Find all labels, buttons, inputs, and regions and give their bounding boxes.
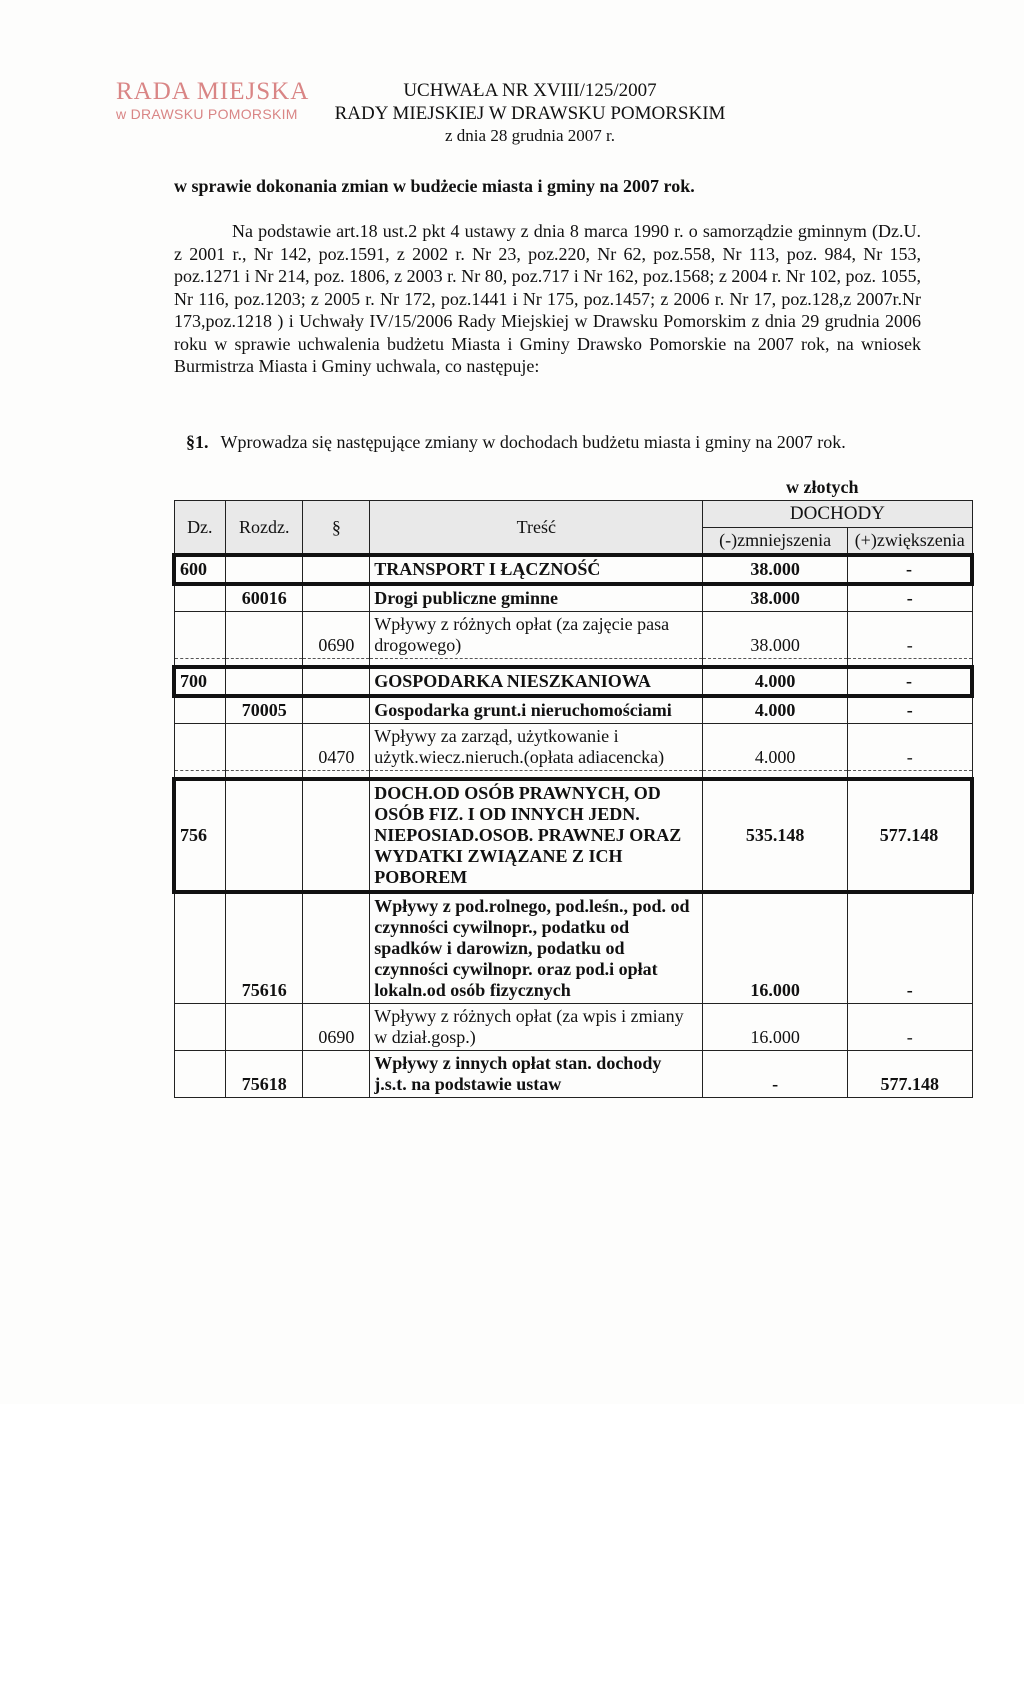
- cell-tresc: Drogi publiczne gminne: [370, 584, 703, 612]
- table-row: [174, 612, 972, 659]
- cell-rozdz: 70005: [226, 696, 303, 724]
- cell-dz: [174, 892, 226, 1004]
- spacer-cell: [847, 659, 972, 668]
- header-rozdz: Rozdz.: [226, 501, 303, 556]
- cell-dz: [174, 584, 226, 612]
- cell-tresc: Wpływy z różnych opłat (za zajęcie pasa drogowego): [370, 612, 703, 659]
- table-row: [174, 779, 972, 892]
- cell-increase: -: [847, 696, 972, 724]
- cell-decrease: 535.148: [703, 779, 848, 892]
- cell-tresc: Wpływy z innych opłat stan. dochody j.s.t. na podstawie ustaw: [370, 1051, 703, 1098]
- budget-table-body: [174, 555, 972, 1098]
- cell-dz: [174, 1051, 226, 1098]
- row-spacer: [174, 771, 972, 780]
- cell-increase: -: [847, 724, 972, 771]
- cell-rozdz: [226, 779, 303, 892]
- spacer-cell: [226, 771, 303, 780]
- cell-paragraph: [303, 696, 370, 724]
- cell-rozdz: 75618: [226, 1051, 303, 1098]
- paragraph-1: [186, 432, 846, 453]
- cell-decrease: 4.000: [703, 696, 848, 724]
- spacer-cell: [303, 771, 370, 780]
- cell-decrease: -: [703, 1051, 848, 1098]
- cell-increase: -: [847, 584, 972, 612]
- cell-increase: -: [847, 667, 972, 696]
- cell-rozdz: [226, 1004, 303, 1051]
- spacer-cell: [174, 771, 226, 780]
- cell-dz: [174, 696, 226, 724]
- cell-dz: [174, 612, 226, 659]
- cell-tresc: Wpływy za zarząd, użytkowanie i użytk.wiecz.nieruch.(opłata adiacencka): [370, 724, 703, 771]
- table-row: [174, 724, 972, 771]
- spacer-cell: [703, 771, 848, 780]
- header-dochody: DOCHODY: [703, 501, 972, 528]
- legal-basis-text: Na podstawie art.18 ust.2 pkt 4 ustawy z dnia 8 marca 1990 r. o samorządzie gminnym (Dz.U. z 2001 r., Nr 142, poz.1591, z 2002 r. Nr 23, poz.220, Nr 62, poz.558, Nr 113, poz. 984, Nr 153, poz.1271 i Nr 214, poz. 1806, z 2003 r. Nr 80, poz.717 i Nr 162, poz.1568; z 2004 r. Nr 102, poz. 1055, Nr 116, poz.1203; z 2005 r. Nr 172, poz.1441 i Nr 175, poz.1457; z 2006 r. Nr 17, poz.128,z 2007r.Nr 173,poz.1218 ) i Uchwały IV/15/2006 Rady Miejskiej w Drawsku Pomorskim z dnia 29 grudnia 2006 roku w sprawie uchwalenia budżetu Miasta i Gminy Drawsko Pomorskie na 2007 rok, na wniosek Burmistrza Miasta i Gminy uchwala, co następuje:: [174, 221, 921, 376]
- cell-decrease: 38.000: [703, 555, 848, 584]
- council-logo: [116, 78, 309, 122]
- blank-margin: [0, 1404, 1024, 1687]
- spacer-cell: [370, 771, 703, 780]
- logo-line-1: RADA MIEJSKA: [116, 78, 310, 105]
- cell-increase: -: [847, 612, 972, 659]
- cell-paragraph: [303, 584, 370, 612]
- budget-table: [172, 500, 974, 1098]
- cell-tresc: Gospodarka grunt.i nieruchomościami: [370, 696, 703, 724]
- resolution-subject: w sprawie dokonania zmian w budżecie miasta i gminy na 2007 rok.: [174, 176, 695, 196]
- header-dz: Dz.: [174, 501, 226, 556]
- cell-increase: -: [847, 892, 972, 1004]
- header-paragraph: §: [303, 501, 370, 556]
- table-row: [174, 667, 972, 696]
- paragraph-1-number: §1.: [186, 432, 209, 452]
- cell-rozdz: [226, 724, 303, 771]
- cell-tresc: Wpływy z pod.rolnego, pod.leśn., pod. od czynności cywilnopr., podatku od spadków i darowizn, podatku od czynności cywilnopr. oraz pod.i opłat lokaln.od osób fizycznych: [370, 892, 703, 1004]
- cell-tresc: DOCH.OD OSÓB PRAWNYCH, OD OSÓB FIZ. I OD INNYCH JEDN. NIEPOSIAD.OSOB. PRAWNEJ ORAZ WYDATKI ZWIĄZANE Z ICH POBOREM: [370, 779, 703, 892]
- cell-tresc: TRANSPORT I ŁĄCZNOŚĆ: [370, 555, 703, 584]
- cell-decrease: 38.000: [703, 584, 848, 612]
- cell-paragraph: [303, 667, 370, 696]
- header-increase: (+)zwiększenia: [847, 528, 972, 556]
- spacer-cell: [703, 659, 848, 668]
- cell-paragraph: [303, 892, 370, 1004]
- currency-unit-label: w złotych: [786, 477, 859, 497]
- cell-paragraph: 0470: [303, 724, 370, 771]
- header-tresc: Treść: [370, 501, 703, 556]
- cell-dz: 756: [174, 779, 226, 892]
- spacer-cell: [174, 659, 226, 668]
- cell-decrease: 38.000: [703, 612, 848, 659]
- cell-decrease: 4.000: [703, 667, 848, 696]
- spacer-cell: [226, 659, 303, 668]
- resolution-body: RADY MIEJSKIEJ W DRAWSKU POMORSKIM: [334, 103, 726, 124]
- cell-paragraph: 0690: [303, 612, 370, 659]
- table-row: [174, 892, 972, 1004]
- cell-paragraph: 0690: [303, 1004, 370, 1051]
- cell-increase: 577.148: [847, 779, 972, 892]
- cell-dz: [174, 1004, 226, 1051]
- cell-dz: 700: [174, 667, 226, 696]
- spacer-cell: [303, 659, 370, 668]
- cell-paragraph: [303, 779, 370, 892]
- header-decrease: (-)zmniejszenia: [703, 528, 848, 556]
- logo-line-2: w DRAWSKU POMORSKIM: [116, 106, 298, 122]
- cell-paragraph: [303, 555, 370, 584]
- resolution-header: [320, 80, 740, 147]
- table-row: [174, 1051, 972, 1098]
- resolution-date: z dnia 28 grudnia 2007 r.: [445, 126, 615, 145]
- cell-rozdz: [226, 667, 303, 696]
- cell-dz: 600: [174, 555, 226, 584]
- table-row: [174, 555, 972, 584]
- cell-rozdz: 60016: [226, 584, 303, 612]
- table-row: [174, 1004, 972, 1051]
- row-spacer: [174, 659, 972, 668]
- table-row: [174, 696, 972, 724]
- table-row: [174, 584, 972, 612]
- cell-paragraph: [303, 1051, 370, 1098]
- cell-rozdz: 75616: [226, 892, 303, 1004]
- cell-tresc: GOSPODARKA NIESZKANIOWA: [370, 667, 703, 696]
- spacer-cell: [847, 771, 972, 780]
- cell-tresc: Wpływy z różnych opłat (za wpis i zmiany w dział.gosp.): [370, 1004, 703, 1051]
- cell-decrease: 4.000: [703, 724, 848, 771]
- cell-decrease: 16.000: [703, 892, 848, 1004]
- cell-rozdz: [226, 555, 303, 584]
- cell-increase: -: [847, 555, 972, 584]
- cell-decrease: 16.000: [703, 1004, 848, 1051]
- paragraph-1-text: Wprowadza się następujące zmiany w dochodach budżetu miasta i gminy na 2007 rok.: [220, 432, 846, 452]
- resolution-title: UCHWAŁA NR XVIII/125/2007: [403, 80, 657, 101]
- cell-increase: 577.148: [847, 1051, 972, 1098]
- cell-rozdz: [226, 612, 303, 659]
- cell-increase: -: [847, 1004, 972, 1051]
- cell-dz: [174, 724, 226, 771]
- spacer-cell: [370, 659, 703, 668]
